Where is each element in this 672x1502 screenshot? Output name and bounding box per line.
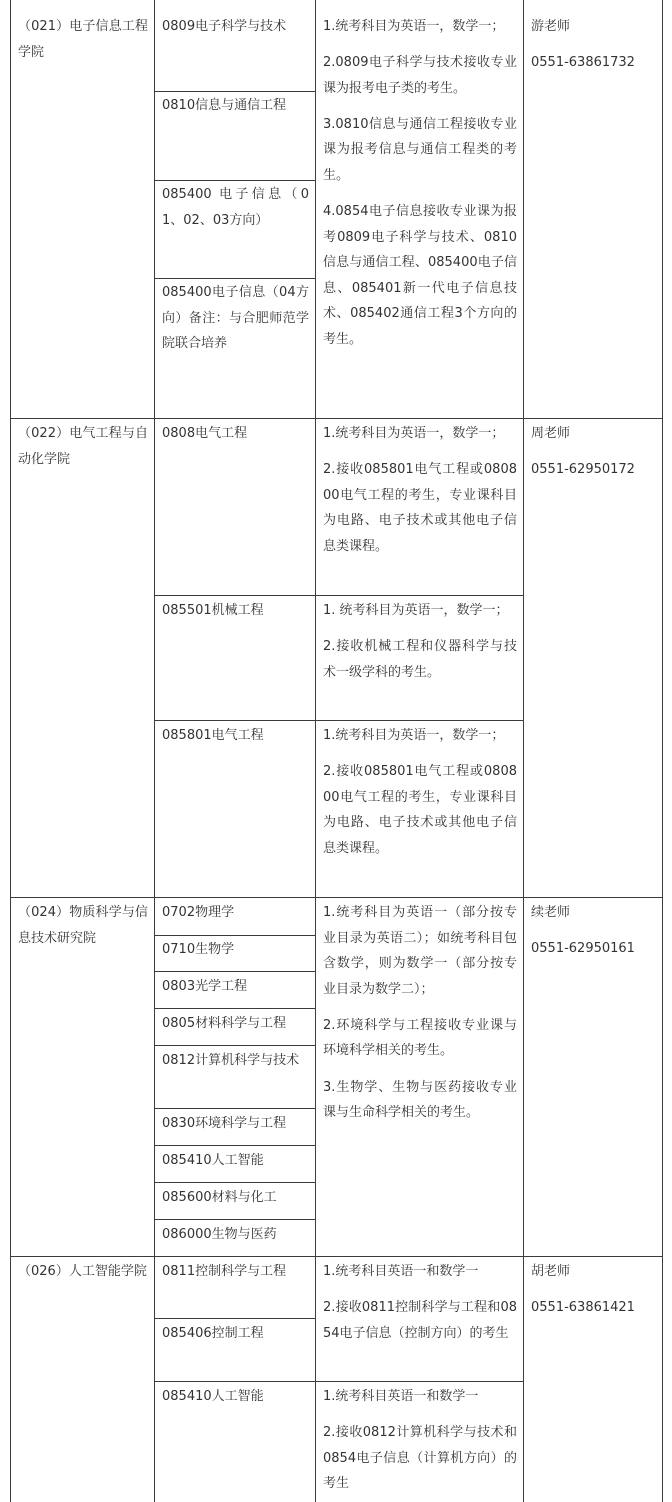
contact-name: 游老师 — [531, 19, 571, 34]
note-item: 1.统考科目为英语一，数学一； — [323, 728, 505, 743]
column-divider — [662, 0, 663, 1502]
major-name: 085406控制工程 — [162, 1326, 264, 1341]
requirements-notes — [316, 1250, 523, 1381]
note-item: 1.统考科目为英语一，数学一； — [323, 19, 505, 34]
note-item: 3.0810信息与通信工程接收专业课为报考信息与通信工程类的考生。 — [323, 116, 517, 183]
note-item: 1.统考科目为英语一，数学一； — [323, 426, 505, 441]
major-name: 0702物理学 — [162, 905, 235, 920]
requirements-notes — [316, 589, 523, 720]
major-name: 0809电子科学与技术 — [162, 19, 287, 34]
note-item: 2.接收085801电气工程或080800电气工程的考生，专业课科目为电路、电子技术或其他电子信息类课程。 — [323, 764, 517, 856]
major-name: 085410人工智能 — [162, 1153, 264, 1168]
note-item: 2.接收0811控制科学与工程和0854电子信息（控制方向）的考生 — [323, 1300, 517, 1341]
contact-phone: 0551-63861421 — [531, 1300, 635, 1316]
major-name: 0830环境科学与工程 — [162, 1116, 287, 1131]
contact-phone: 0551-62950161 — [531, 941, 635, 957]
major-name: 0808电气工程 — [162, 426, 248, 441]
requirements-notes — [316, 714, 523, 897]
note-item: 2.接收0812计算机科学与技术和0854电子信息（计算机方向）的考生 — [323, 1425, 517, 1492]
requirements-notes — [316, 5, 523, 418]
contact-info — [524, 1250, 662, 1502]
major-name: 085801电气工程 — [162, 728, 264, 743]
contact-info — [524, 5, 662, 418]
major-name: 0805材料科学与工程 — [162, 1016, 287, 1031]
contact-name: 周老师 — [531, 426, 571, 441]
contact-phone: 0551-63861732 — [531, 55, 635, 71]
note-item: 1.统考科目英语一和数学一 — [323, 1264, 479, 1279]
major-name: 0811控制科学与工程 — [162, 1264, 287, 1279]
major-name: 085410人工智能 — [162, 1389, 264, 1404]
contact-name: 续老师 — [531, 905, 571, 920]
college-name: （021）电子信息工程学院 — [18, 19, 148, 60]
major-name: 085501机械工程 — [162, 603, 264, 618]
contact-info — [524, 412, 662, 897]
major-name: 085600材料与化工 — [162, 1190, 277, 1205]
college-name: （026）人工智能学院 — [18, 1264, 147, 1279]
note-item: 2.环境科学与工程接收专业课与环境科学相关的考生。 — [323, 1017, 517, 1059]
note-item: 2.接收085801电气工程或080800电气工程的考生，专业课科目为电路、电子技术或其他电子信息类课程。 — [323, 462, 517, 554]
requirements-notes — [316, 412, 523, 595]
major-name: 085400 电子信息（01、02、03方向） — [162, 187, 309, 228]
note-item: 2.0809电子科学与技术接收专业课为报考电子类的考生。 — [323, 55, 517, 96]
college-name: （022）电气工程与自动化学院 — [18, 426, 148, 467]
note-item: 2.接收机械工程和仪器科学与技术一级学科的考生。 — [323, 639, 517, 680]
major-name: 086000生物与医药 — [162, 1227, 277, 1242]
note-item: 1. 统考科目为英语一，数学一； — [323, 603, 509, 618]
contact-info — [524, 891, 662, 1256]
college-name: （024）物质科学与信息技术研究院 — [18, 905, 148, 946]
major-name: 0803光学工程 — [162, 979, 248, 994]
note-item: 4.0854电子信息接收专业课为报考0809电子科学与技术、0810信息与通信工程、085400电子信息、085401新一代电子信息技术、085402通信工程3个方向的考生。 — [323, 204, 517, 348]
requirements-notes — [316, 891, 523, 1256]
major-name: 0710生物学 — [162, 942, 235, 957]
note-item: 1.统考科目为英语一（部分按专业目录为英语二）；如统考科目包含数学，则为数学一（部分按专业目录为数学二）； — [323, 905, 517, 997]
note-item: 3.生物学、生物与医药接收专业课与生命科学相关的考生。 — [323, 1079, 517, 1121]
major-name: 0810信息与通信工程 — [162, 98, 287, 113]
major-name: 0812计算机科学与技术 — [162, 1053, 300, 1068]
major-name: 085400电子信息（04方向）备注：与合肥师范学院联合培养 — [162, 285, 309, 352]
contact-phone: 0551-62950172 — [531, 462, 635, 478]
note-item: 1.统考科目英语一和数学一 — [323, 1389, 479, 1404]
contact-name: 胡老师 — [531, 1264, 571, 1279]
requirements-notes — [316, 1375, 523, 1502]
